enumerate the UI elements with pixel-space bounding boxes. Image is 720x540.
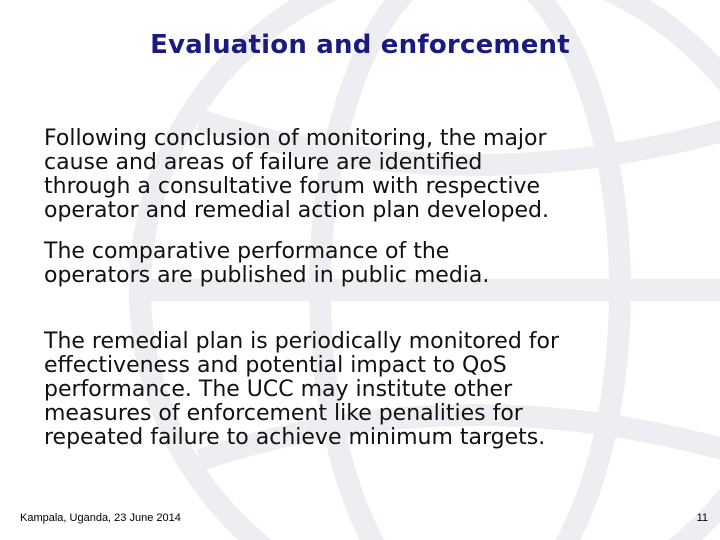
slide-title: Evaluation and enforcement [150,30,570,60]
footer-location-date: Kampala, Uganda, 23 June 2014 [20,512,181,524]
page-number: 11 [696,512,708,524]
paragraph-remedial-plan: The remedial plan is periodically monitored for effectiveness and potential impact to QoS performance. The UCC may institute other measures of enforcement like penalities for repeated failure to achieve minimum targets. [44,329,560,450]
paragraph-monitoring-conclusion: Following conclusion of monitoring, the major cause and areas of failure are identified through a consultative forum with respective operator and remedial action plan developed. [44,126,550,223]
paragraph-comparative-performance: The comparative performance of the operators are published in public media. [44,239,490,288]
